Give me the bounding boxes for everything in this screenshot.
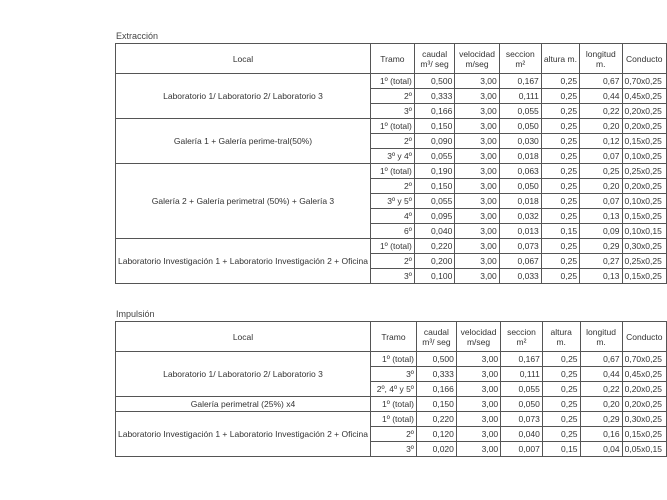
cell-conducto: 0,15x0,25 [622,427,666,442]
cell-conducto: 0,70x0,25 [622,74,667,89]
cell-caudal: 0,200 [414,254,454,269]
cell-seccion: 0,007 [501,442,543,457]
header-seccion: seccion m² [501,322,543,352]
cell-longitud: 0,20 [580,397,622,412]
cell-caudal: 0,055 [414,194,454,209]
cell-conducto: 0,10x0,25 [622,149,667,164]
cell-caudal: 0,500 [416,352,456,367]
cell-velocidad: 3,00 [456,412,500,427]
cell-caudal: 0,220 [414,239,454,254]
cell-conducto: 0,20x0,25 [622,119,667,134]
table-row [116,239,667,254]
cell-conducto: 0,20x0,25 [622,179,667,194]
cell-conducto: 0,45x0,25 [622,367,666,382]
header-velocidad: velocidad m/seg [456,322,500,352]
cell-caudal: 0,120 [416,427,456,442]
cell-velocidad: 3,00 [455,179,499,194]
cell-altura: 0,25 [541,239,579,254]
cell-velocidad: 3,00 [455,194,499,209]
cell-altura: 0,25 [541,194,579,209]
cell-tramo: 1º (total) [370,412,416,427]
cell-velocidad: 3,00 [455,209,499,224]
cell-conducto: 0,20x0,25 [622,104,667,119]
cell-conducto: 0,25x0,25 [622,164,667,179]
cell-altura: 0,25 [541,134,579,149]
cell-conducto: 0,15x0,25 [622,209,667,224]
cell-tramo: 1º (total) [370,239,414,254]
cell-tramo: 3º y 5º [370,194,414,209]
cell-longitud: 0,20 [580,119,622,134]
section-title-impulsion: Impulsión [116,309,155,319]
cell-caudal: 0,150 [416,397,456,412]
cell-altura: 0,25 [542,367,580,382]
header-local: Local [116,322,371,352]
cell-altura: 0,25 [541,104,579,119]
cell-caudal: 0,055 [414,149,454,164]
cell-longitud: 0,22 [580,382,622,397]
cell-seccion: 0,067 [499,254,541,269]
cell-seccion: 0,055 [499,104,541,119]
cell-caudal: 0,333 [416,367,456,382]
cell-conducto: 0,70x0,25 [622,352,666,367]
cell-velocidad: 3,00 [455,239,499,254]
header-seccion: seccion m² [499,44,541,74]
section-title-extraccion: Extracción [116,31,159,41]
cell-seccion: 0,050 [499,179,541,194]
cell-conducto: 0,20x0,25 [622,397,666,412]
cell-velocidad: 3,00 [456,397,500,412]
cell-caudal: 0,220 [416,412,456,427]
header-tramo: Tramo [370,322,416,352]
cell-conducto: 0,45x0,25 [622,89,667,104]
header-velocidad: velocidad m/seg [455,44,499,74]
cell-altura: 0,25 [541,269,579,284]
cell-seccion: 0,167 [499,74,541,89]
header-row [116,44,667,74]
cell-tramo: 6º [370,224,414,239]
cell-seccion: 0,073 [501,412,543,427]
cell-tramo: 1º (total) [370,119,414,134]
header-row [116,322,667,352]
cell-caudal: 0,100 [414,269,454,284]
cell-caudal: 0,150 [414,179,454,194]
cell-altura: 0,25 [542,382,580,397]
cell-seccion: 0,073 [499,239,541,254]
cell-velocidad: 3,00 [456,382,500,397]
cell-altura: 0,25 [541,164,579,179]
cell-velocidad: 3,00 [456,367,500,382]
cell-conducto: 0,15x0,25 [622,134,667,149]
table-row [116,352,667,367]
cell-seccion: 0,033 [499,269,541,284]
cell-longitud: 0,16 [580,427,622,442]
cell-longitud: 0,29 [580,412,622,427]
cell-local: Galería 1 + Galería perime-tral(50%) [116,119,371,164]
cell-seccion: 0,040 [501,427,543,442]
cell-longitud: 0,09 [580,224,622,239]
cell-seccion: 0,030 [499,134,541,149]
cell-caudal: 0,020 [416,442,456,457]
cell-seccion: 0,018 [499,194,541,209]
cell-velocidad: 3,00 [455,74,499,89]
cell-caudal: 0,040 [414,224,454,239]
cell-velocidad: 3,00 [455,89,499,104]
cell-velocidad: 3,00 [455,134,499,149]
cell-caudal: 0,166 [416,382,456,397]
cell-velocidad: 3,00 [456,352,500,367]
cell-altura: 0,25 [541,254,579,269]
cell-local: Laboratorio Investigación 1 + Laboratorio Investigación 2 + Oficina [116,412,371,457]
cell-conducto: 0,30x0,25 [622,239,667,254]
cell-altura: 0,25 [542,412,580,427]
cell-tramo: 2º [370,427,416,442]
cell-longitud: 0,07 [580,194,622,209]
cell-velocidad: 3,00 [455,149,499,164]
cell-longitud: 0,13 [580,209,622,224]
cell-tramo: 2º [370,134,414,149]
cell-seccion: 0,032 [499,209,541,224]
cell-conducto: 0,10x0,25 [622,194,667,209]
cell-longitud: 0,07 [580,149,622,164]
cell-conducto: 0,05x0,15 [622,442,666,457]
cell-velocidad: 3,00 [456,442,500,457]
cell-altura: 0,25 [542,427,580,442]
cell-velocidad: 3,00 [455,119,499,134]
cell-altura: 0,15 [541,224,579,239]
cell-seccion: 0,018 [499,149,541,164]
cell-caudal: 0,095 [414,209,454,224]
cell-tramo: 2º [370,89,414,104]
cell-tramo: 3º [370,367,416,382]
cell-longitud: 0,25 [580,164,622,179]
cell-caudal: 0,166 [414,104,454,119]
cell-local: Laboratorio 1/ Laboratorio 2/ Laboratorio 3 [116,352,371,397]
cell-velocidad: 3,00 [455,224,499,239]
table-row [116,164,667,179]
cell-longitud: 0,20 [580,179,622,194]
cell-tramo: 3º [370,269,414,284]
cell-longitud: 0,29 [580,239,622,254]
table-row [116,119,667,134]
cell-seccion: 0,050 [501,397,543,412]
header-conducto: Conducto [622,44,667,74]
cell-tramo: 3º y 4º [370,149,414,164]
cell-local: Laboratorio Investigación 1 + Laboratorio Investigación 2 + Oficina [116,239,371,284]
header-altura: altura m. [542,322,580,352]
cell-longitud: 0,67 [580,352,622,367]
cell-seccion: 0,055 [501,382,543,397]
extraccion-table [115,43,667,284]
cell-conducto: 0,10x0,15 [622,224,667,239]
cell-tramo: 3º [370,104,414,119]
cell-seccion: 0,111 [499,89,541,104]
cell-altura: 0,25 [541,209,579,224]
table-row [116,412,667,427]
cell-altura: 0,25 [542,397,580,412]
cell-longitud: 0,22 [580,104,622,119]
cell-velocidad: 3,00 [455,164,499,179]
header-altura: altura m. [541,44,579,74]
cell-seccion: 0,013 [499,224,541,239]
cell-altura: 0,25 [541,149,579,164]
cell-seccion: 0,167 [501,352,543,367]
cell-velocidad: 3,00 [455,104,499,119]
cell-tramo: 4º [370,209,414,224]
cell-velocidad: 3,00 [455,269,499,284]
cell-local: Galería perimetral (25%) x4 [116,397,371,412]
cell-altura: 0,25 [541,119,579,134]
cell-longitud: 0,44 [580,367,622,382]
cell-longitud: 0,27 [580,254,622,269]
cell-conducto: 0,20x0,25 [622,382,666,397]
cell-local: Laboratorio 1/ Laboratorio 2/ Laboratorio 3 [116,74,371,119]
impulsion-table [115,321,667,457]
cell-tramo: 2º, 4º y 5º [370,382,416,397]
cell-altura: 0,25 [542,352,580,367]
cell-tramo: 2º [370,254,414,269]
header-longitud: longitud m. [580,322,622,352]
cell-caudal: 0,333 [414,89,454,104]
header-caudal: caudal m³/ seg [414,44,454,74]
header-tramo: Tramo [370,44,414,74]
cell-seccion: 0,063 [499,164,541,179]
cell-conducto: 0,15x0,25 [622,269,667,284]
cell-caudal: 0,090 [414,134,454,149]
cell-tramo: 1º (total) [370,352,416,367]
cell-caudal: 0,190 [414,164,454,179]
cell-conducto: 0,25x0,25 [622,254,667,269]
cell-seccion: 0,111 [501,367,543,382]
cell-seccion: 0,050 [499,119,541,134]
cell-longitud: 0,44 [580,89,622,104]
cell-longitud: 0,13 [580,269,622,284]
cell-tramo: 1º (total) [370,397,416,412]
cell-caudal: 0,150 [414,119,454,134]
table-row [116,74,667,89]
cell-altura: 0,25 [541,179,579,194]
cell-altura: 0,25 [541,74,579,89]
cell-tramo: 1º (total) [370,74,414,89]
cell-caudal: 0,500 [414,74,454,89]
cell-longitud: 0,04 [580,442,622,457]
header-caudal: caudal m³/ seg [416,322,456,352]
cell-altura: 0,25 [541,89,579,104]
cell-tramo: 2º [370,179,414,194]
cell-tramo: 3º [370,442,416,457]
cell-altura: 0,15 [542,442,580,457]
cell-velocidad: 3,00 [455,254,499,269]
cell-conducto: 0,30x0,25 [622,412,666,427]
header-local: Local [116,44,371,74]
cell-local: Galería 2 + Galería perimetral (50%) + Galería 3 [116,164,371,239]
cell-longitud: 0,67 [580,74,622,89]
header-conducto: Conducto [622,322,666,352]
cell-longitud: 0,12 [580,134,622,149]
cell-velocidad: 3,00 [456,427,500,442]
cell-tramo: 1º (total) [370,164,414,179]
table-row [116,397,667,412]
header-longitud: longitud m. [580,44,622,74]
